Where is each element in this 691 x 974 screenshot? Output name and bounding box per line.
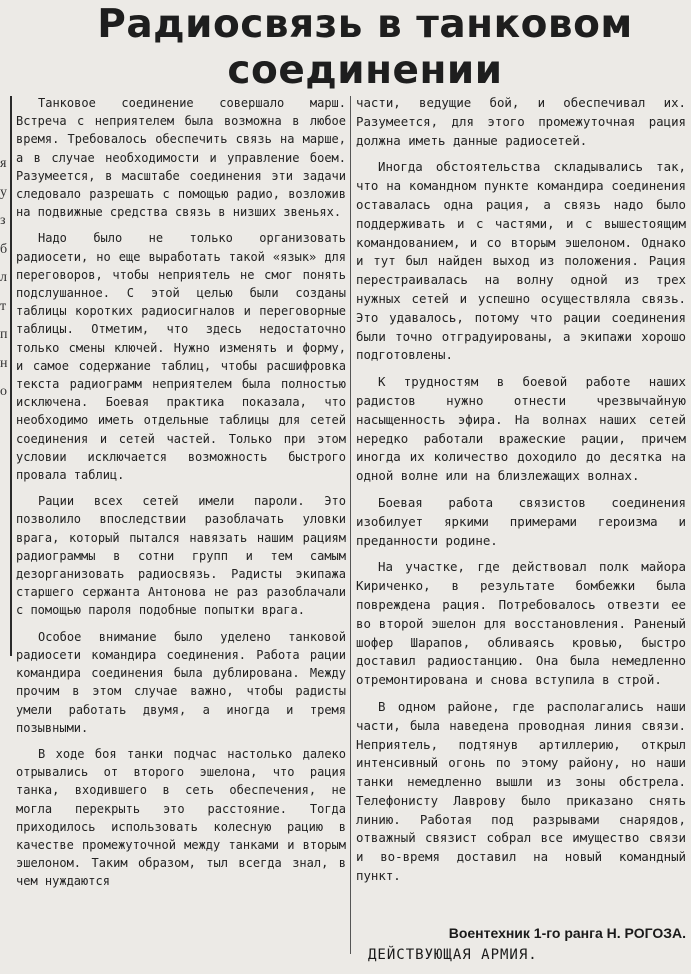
paragraph: К трудностям в боевой работе наших радистов нужно отнести чрезвычайную насыщенность эфира. На волнах наших сетей нередко работали вражеские рации, причем иногда их количество доходило до десятка на одной волне или на близлежащих волнах. (356, 374, 686, 484)
paragraph: Иногда обстоятельства складывались так, что на командном пункте командира соединения оставалась одна рация, а связь надо было поддерживать и с частями, и с вышестоящим командованием, и со вторым эшелоном. Однако и тут был найден выход из положения. Рация перестраивалась на волну одной из трех нужных сетей и успешно осуществляла связь. Это удавалось, потому что рации соединения были точно отградуированы, а экипажи хорошо подготовлены. (356, 159, 686, 363)
paragraph: Надо было не только организовать радиосети, но еще выработать такой «язык» для переговоров, чтобы неприятель не смог понять подслушанное. С этой целью были созданы таблицы коротких радиосигналов и переговорные таблицы. Отметим, что здесь недостаточно только смены ключей. Нужно изменять и форму, и самое содержание таблиц, чтобы расшифровка текста радиограмм неприятелем была полностью исключена. Боевая практика показала, что необходимо иметь отдельные таблицы для сетей соединения и сетей частей. Только при этом условии исключается возможность быстрого провала таблиц. (16, 231, 346, 483)
margin-letter: т (0, 298, 7, 314)
paragraph-continued: части, ведущие бой, и обеспечивал их. Разумеется, для этого промежуточная рация должна иметь данные радиосетей. (356, 95, 686, 148)
paragraph: Особое внимание было уделено танковой радиосети командира соединения. Работа рации командира соединения была дублирована. Между прочим в этом случае важно, чтобы радисты умели работать двумя, а иногда и тремя позывными. (16, 629, 346, 735)
paragraph: Танковое соединение совершало марш. Встреча с неприятелем была возможна в любое время. Требовалось обеспечить связь на марше, а в случае необходимости и управление боем. Разумеется, в масштабе соединения эти задачи следовало разрешать с помощью радио, возложив на подвижные средства связь в низших звеньях. (16, 96, 346, 220)
margin-letter: у (0, 184, 7, 200)
paragraph: Рации всех сетей имели пароли. Это позволило впоследствии разоблачать уловки врага, который пытался навязать нашим рациям радиограммы в сотни групп и тем самым дезорганизовать радиосвязь. Радисты экипажа старшего сержанта Антонова не раз разоблачали с помощью пароля подобные попытки врага. (16, 494, 346, 618)
paragraph: В ходе боя танки подчас настолько далеко отрывались от второго эшелона, что рация танка, входившего в сеть обеспечения, не могла перекрыть это расстояние. Тогда приходилось использовать колесную рацию в качестве промежуточной между танками и вторым эшелоном. Таким образом, тыл всегда знал, в чем нуждаются (16, 746, 346, 889)
margin-letter: п (0, 327, 8, 342)
margin-letter: л (0, 270, 7, 285)
margin-letter: б (0, 241, 8, 257)
neighbor-column-fragment (0, 150, 10, 407)
paragraph: На участке, где действовал полк майора Кириченко, в результате бомбежки была повреждена рация. Потребовалось отвезти ее во второй эшелон для восстановления. Раненый шофер Шарапов, обливаясь кровью, быстро доставил радиостанцию. Она была немедленно отремонтирована и снова вступила в строй. (356, 559, 686, 688)
margin-letter: н (0, 355, 8, 371)
paragraph: Боевая работа связистов соединения изобилует яркими примерами героизма и преданности родине. (356, 494, 686, 548)
article-title: Радиосвязь в танковом соединении (97, 2, 633, 93)
article-column-left (16, 94, 346, 899)
author-unit: ДЕЙСТВУЮЩАЯ АРМИЯ. (368, 947, 538, 963)
margin-letter: о (0, 384, 7, 399)
author-signature (356, 922, 686, 966)
paragraph: В одном районе, где располагались наши части, была наведена проводная линия связи. Неприятель, подтянув артиллерию, открыл интенсивный огонь по этому району, но наши танки немедленно вышли из зоны обстрела. Телефонисту Лаврову было приказано снять линию. Работая под разрывами снарядов, отважный связист собрал все имущество связи и во-время доставил на новый командный пункт. (356, 698, 686, 884)
column-divider (350, 96, 351, 954)
article-column-right (356, 94, 686, 894)
left-margin-rule (10, 96, 12, 656)
margin-letter: я (0, 156, 7, 171)
margin-letter: з (0, 213, 6, 228)
author-name: Воентехник 1-го ранга Н. РОГОЗА. (448, 925, 686, 941)
